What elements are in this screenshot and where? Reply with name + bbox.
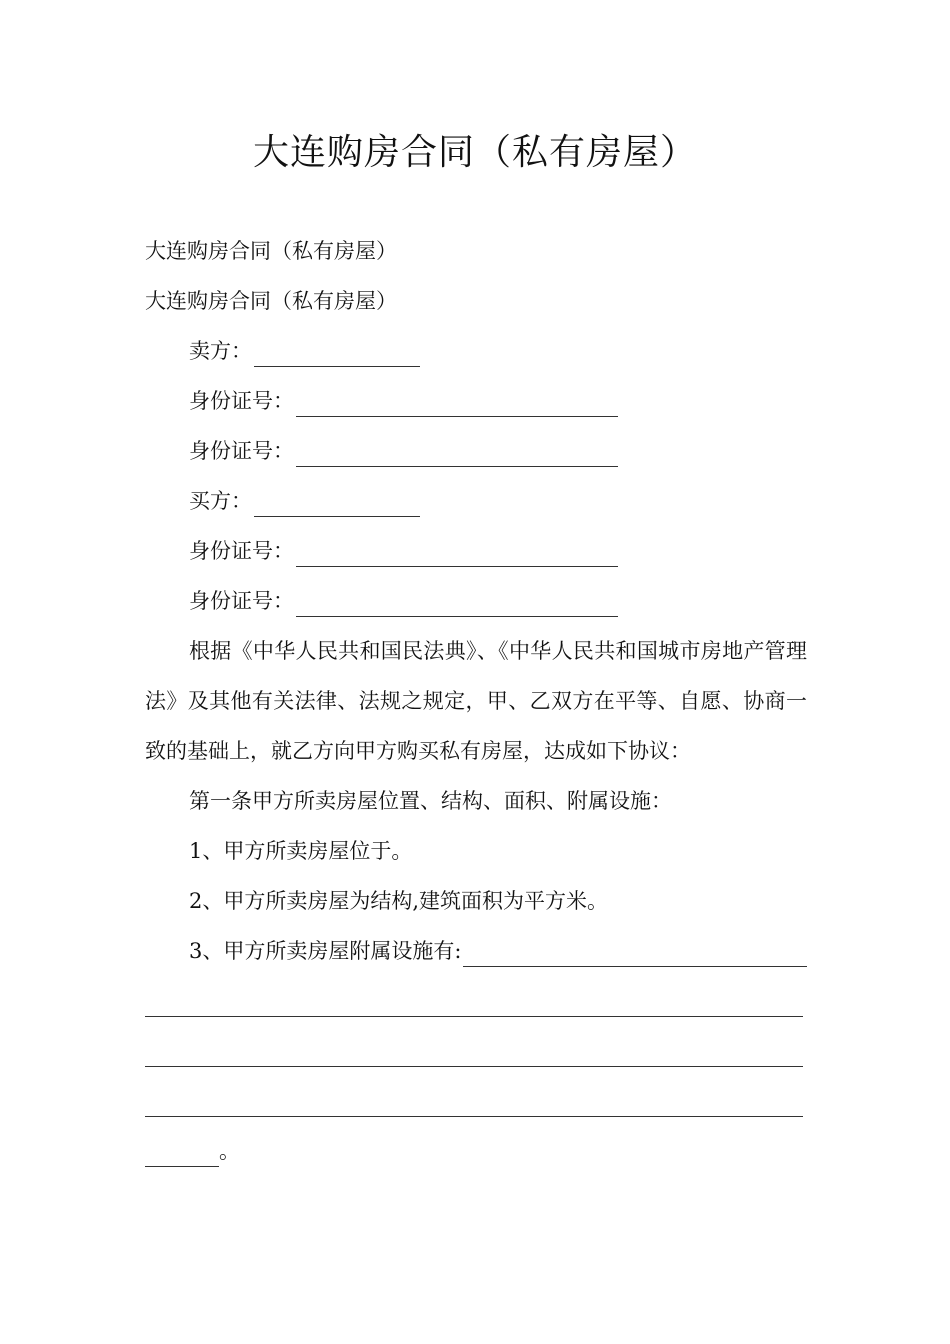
subtitle-text: 大连购房合同（私有房屋） — [145, 239, 397, 263]
facilities-blank[interactable] — [463, 936, 807, 967]
facilities-blank-line-3[interactable] — [145, 1076, 807, 1126]
id-label: 身份证号： — [189, 539, 294, 563]
buyer-row — [145, 476, 807, 526]
document-body — [145, 226, 807, 1176]
buyer-id-blank-2[interactable] — [296, 586, 618, 617]
buyer-name-blank[interactable] — [254, 486, 420, 517]
article-1-item-1 — [145, 826, 807, 876]
facilities-tail-blank[interactable] — [145, 1136, 219, 1167]
buyer-id-blank-1[interactable] — [296, 536, 618, 567]
end-mark: 。 — [219, 1139, 240, 1163]
article-1-item-2 — [145, 876, 807, 926]
buyer-id-row-1 — [145, 526, 807, 576]
item-text: 1、甲方所卖房屋位于。 — [189, 839, 413, 863]
subtitle-text: 大连购房合同（私有房屋） — [145, 289, 397, 313]
seller-row — [145, 326, 807, 376]
buyer-label: 买方： — [189, 489, 252, 513]
seller-id-row-1 — [145, 376, 807, 426]
article-1-item-3 — [145, 926, 807, 976]
subtitle-line-2 — [145, 276, 807, 326]
item-text: 2、甲方所卖房屋为结构,建筑面积为平方米。 — [189, 889, 609, 913]
seller-id-row-2 — [145, 426, 807, 476]
facilities-blank-line-2[interactable] — [145, 1026, 807, 1076]
article-text: 第一条甲方所卖房屋位置、结构、面积、附属设施： — [189, 789, 672, 813]
subtitle-line-1 — [145, 226, 807, 276]
id-label: 身份证号： — [189, 589, 294, 613]
seller-id-blank-1[interactable] — [296, 386, 618, 417]
seller-id-blank-2[interactable] — [296, 436, 618, 467]
seller-label: 卖方： — [189, 339, 252, 363]
article-1-heading — [145, 776, 807, 826]
facilities-end-row — [145, 1126, 807, 1176]
preamble-paragraph: 根据《中华人民共和国民法典》、《中华人民共和国城市房地产管理法》及其他有关法律、法规之规定，甲、乙双方在平等、自愿、协商一致的基础上，就乙方向甲方购买私有房屋，达成如下协议： — [145, 639, 807, 763]
id-label: 身份证号： — [189, 389, 294, 413]
id-label: 身份证号： — [189, 439, 294, 463]
item-text: 3、甲方所卖房屋附属设施有: — [189, 939, 462, 963]
document-title: 大连购房合同（私有房屋） — [252, 132, 697, 173]
facilities-blank-line-1[interactable] — [145, 976, 807, 1026]
seller-name-blank[interactable] — [254, 336, 420, 367]
buyer-id-row-2 — [145, 576, 807, 626]
